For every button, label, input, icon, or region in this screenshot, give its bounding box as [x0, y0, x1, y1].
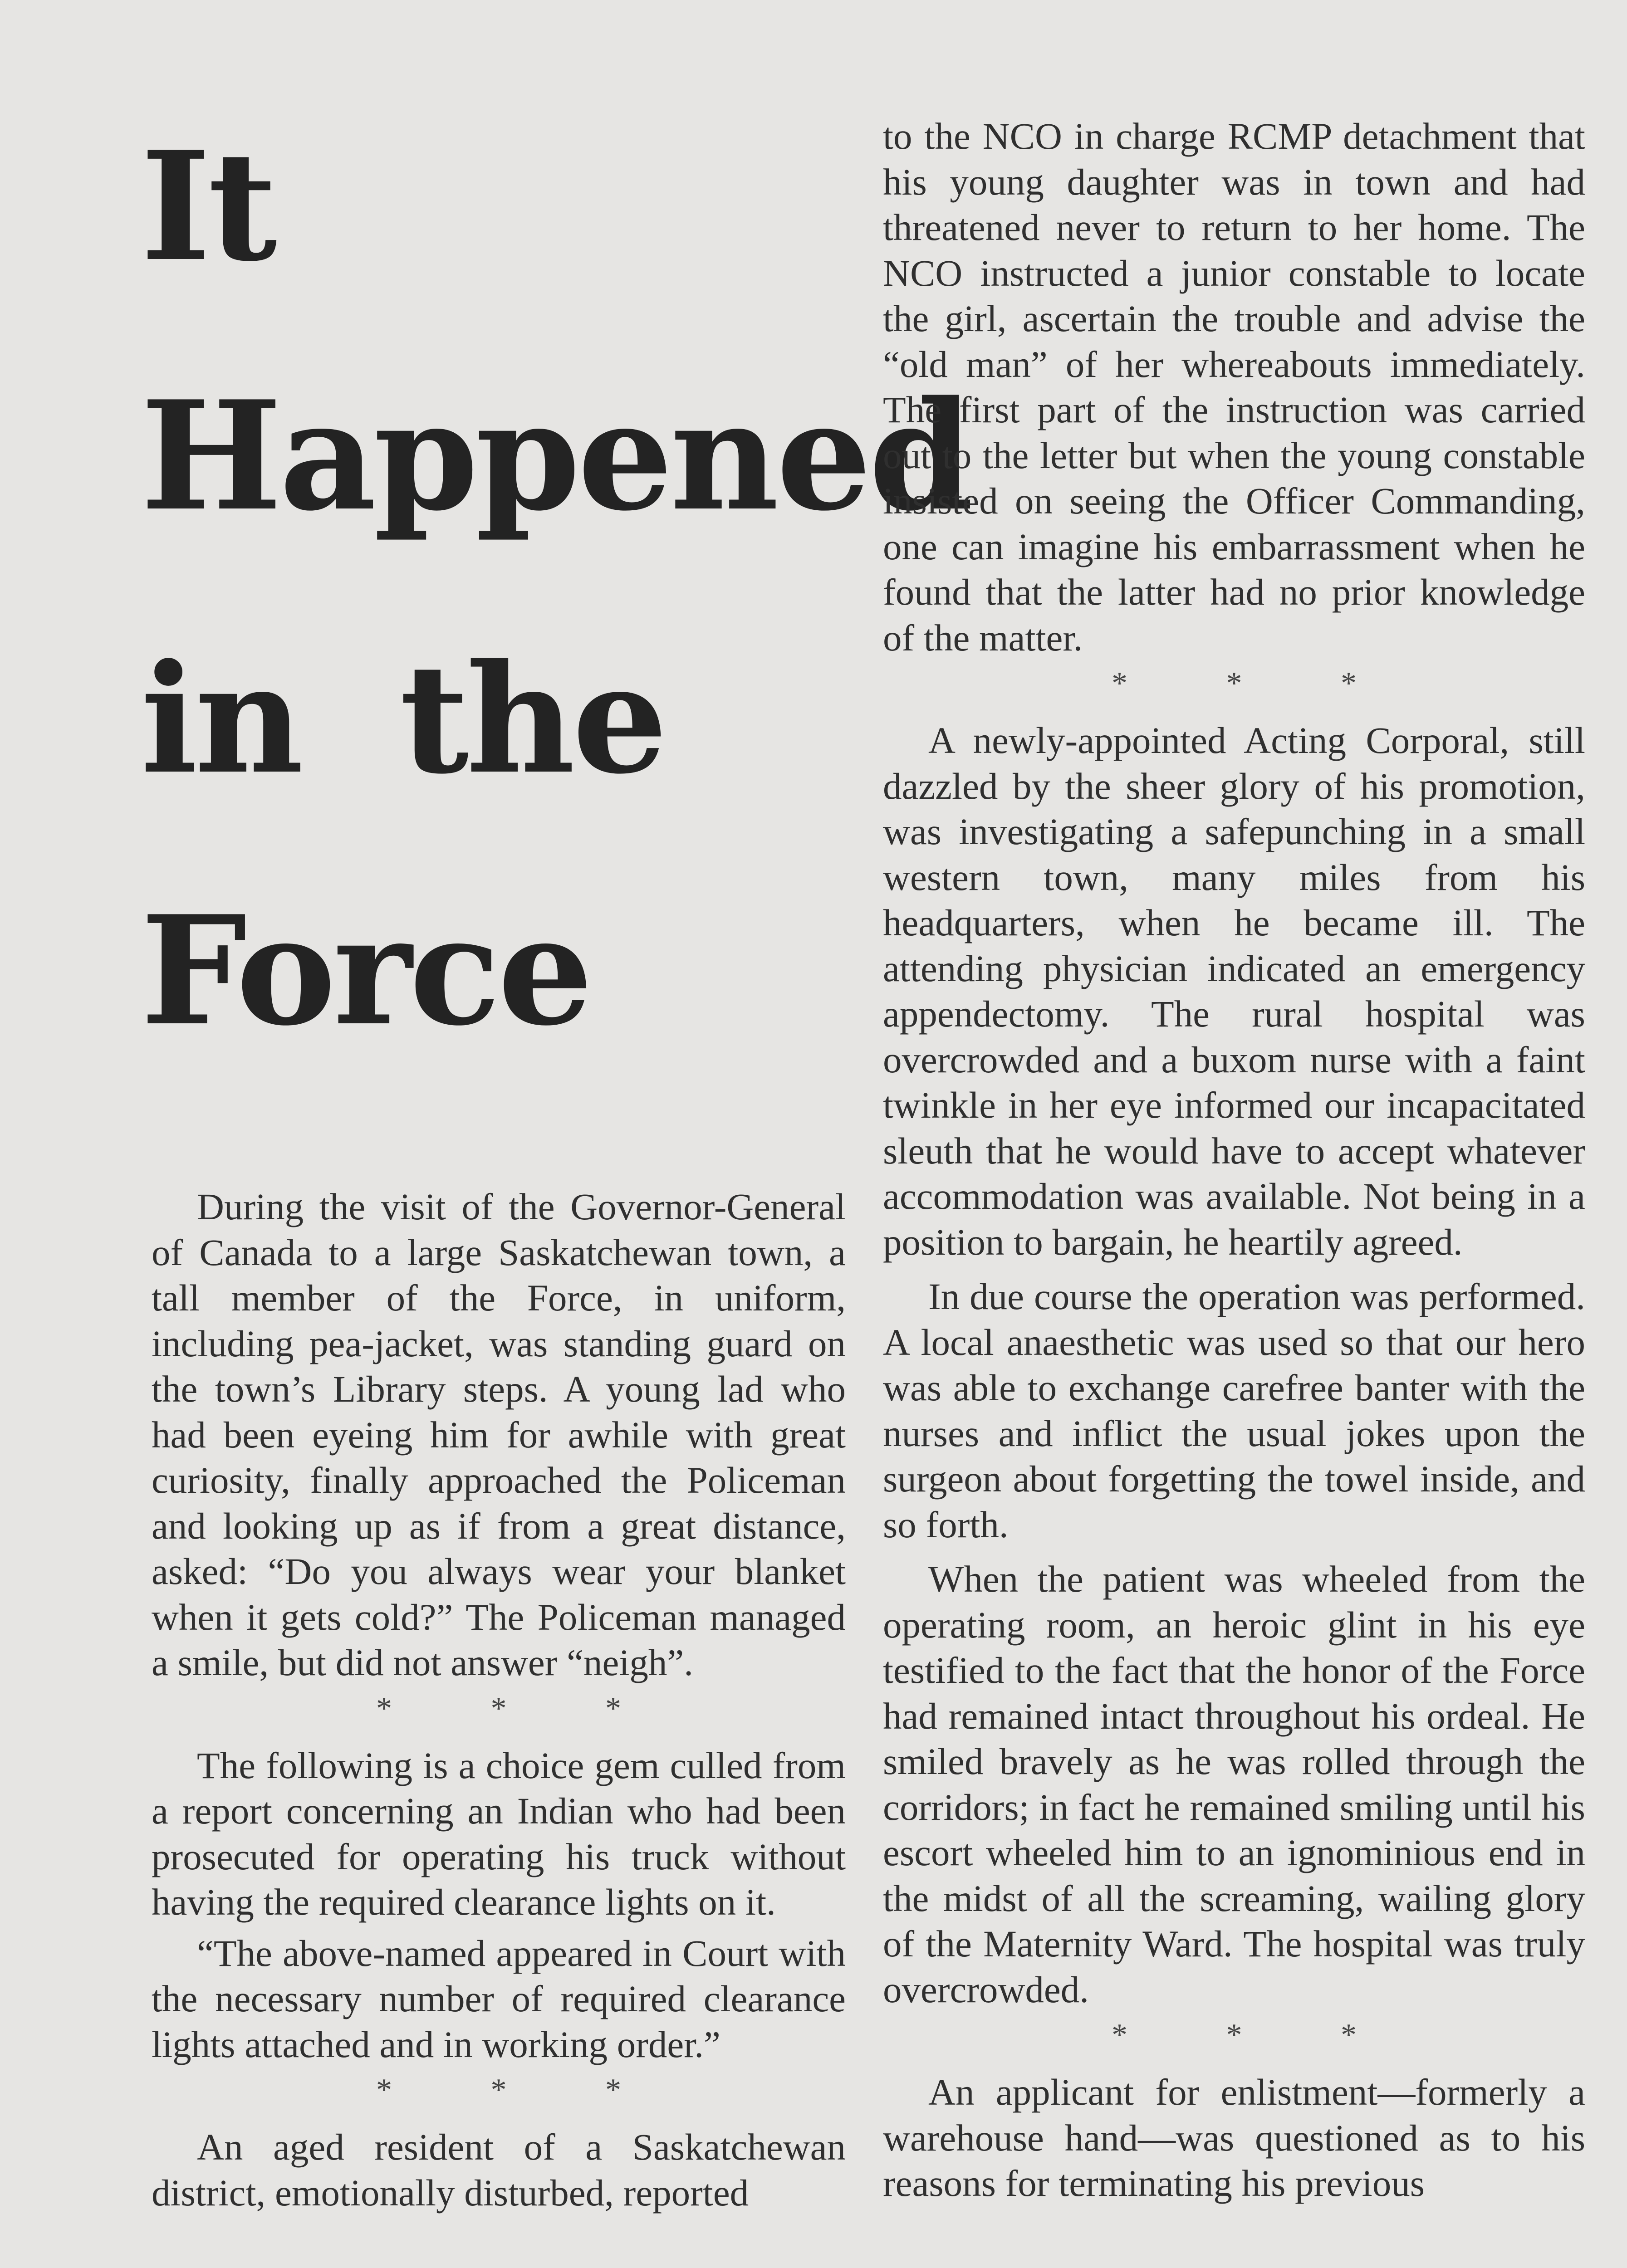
right-paragraph-1: to the NCO in charge RCMP detachment that his young daughter was in town and had threatened never to return to her home. The NCO instructed a junior constable to locate the girl, ascertain the trouble and advise the “old man” of her whereabouts immediately. The first part of the instruction was carried out to the letter but when the young constable insisted on seeing the Officer Commanding, one can imagine his embarrassment when he found that the latter had no prior knowledge of the matter. — [883, 115, 1585, 659]
left-paragraph-1: During the visit of the Governor-General of Canada to a large Saskatchewan town, a tall member of the Force, in uniform, including pea-jacket, was standing guard on the town’s Library steps. A young lad who had been eyeing him for awhile with great curiosity, finally approached the Policeman and looking up as if from a great distance, asked: “Do you always wear your blanket when it gets cold?” The Policeman managed a smile, but did not answer “neigh”. — [152, 1186, 846, 1683]
right-column — [883, 113, 1585, 2206]
right-paragraph-2: A newly-appointed Acting Corporal, still dazzled by the sheer glory of his promotion, was investigating a safepunching in a small western town, many miles from his headquarters, when he became ill. The attending physician indicated an emergency appendectomy. The rural hospital was overcrowded and a buxom nurse with a faint twinkle in her eye informed our incapacitated sleuth that he would have to accept whatever accommodation was available. Not being in a position to bargain, he heartily agreed. — [883, 719, 1585, 1263]
left-column — [152, 1184, 846, 2215]
title-line-4: Force — [141, 883, 591, 1059]
title-line-2: Happened — [141, 368, 971, 544]
left-separator-1: * * * — [376, 1691, 621, 1726]
left-paragraph-2: The following is a choice gem culled from a report concerning an Indian who had been prosecuted for operating his truck without having the required clearance lights on it. — [152, 1744, 846, 1923]
right-separator-1: * * * — [1112, 666, 1357, 701]
right-paragraph-4: When the patient was wheeled from the operating room, an heroic glint in his eye testified to the fact that the honor of the Force had remained intact throughout his ordeal. He smiled bravely as he was rolled through the corridors; in fact he remained smiling until his escort wheeled him to an ignominious end in the midst of all the screaming, wailing glory of the Maternity Ward. The hospital was truly overcrowded. — [883, 1558, 1585, 2010]
right-separator-2: * * * — [1112, 2018, 1357, 2053]
right-paragraph-3: In due course the operation was performed. A local anaesthetic was used so that our hero was able to exchange carefree banter with the nurses and inflict the usual jokes upon the surgeon about forgetting the towel inside, and so forth. — [883, 1276, 1585, 1545]
left-separator-2: * * * — [376, 2072, 621, 2107]
left-paragraph-4: An aged resident of a Saskatchewan district, emotionally disturbed, reported — [152, 2126, 846, 2214]
title-line-3: in the — [141, 631, 665, 807]
title-line-1: It — [141, 118, 274, 294]
left-paragraph-3: “The above-named appeared in Court with the necessary number of required clearance lights attached and in working order.” — [152, 1932, 846, 2065]
right-paragraph-5: An applicant for enlistment—formerly a warehouse hand—was questioned as to his reasons for terminating his previous — [883, 2071, 1585, 2204]
